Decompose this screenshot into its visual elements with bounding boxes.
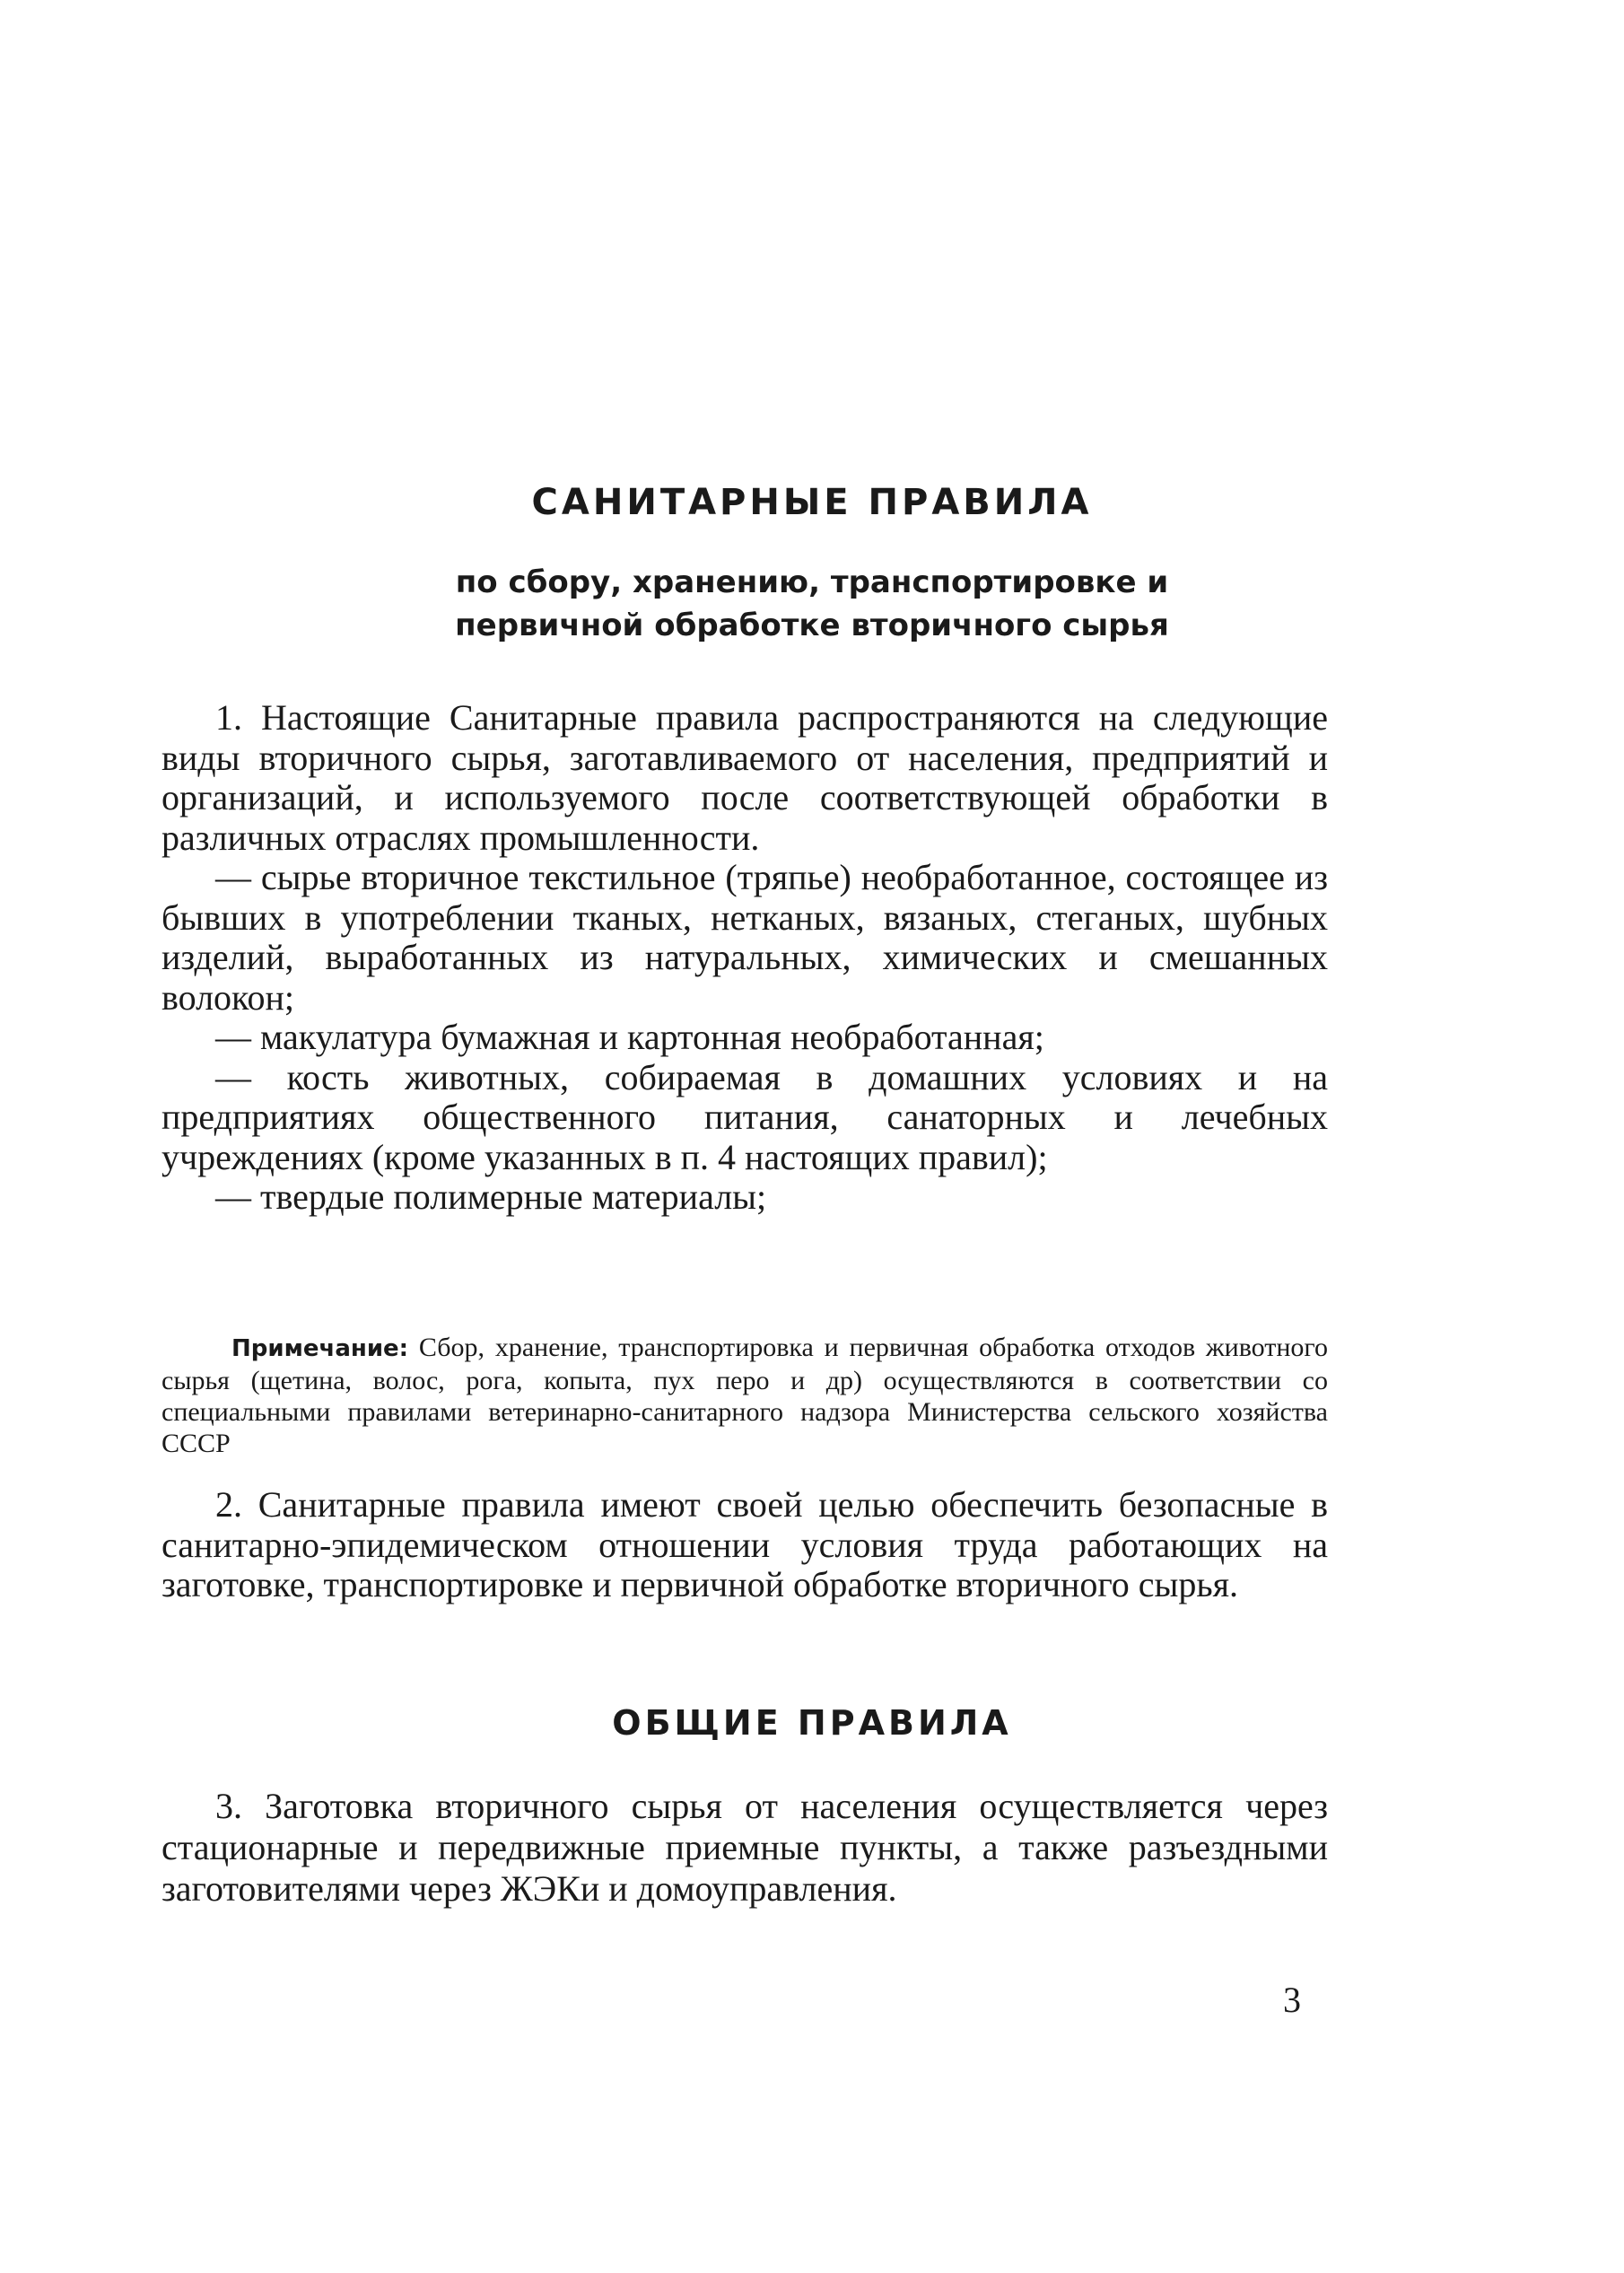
section-1-body [162, 698, 1328, 1218]
page-number: 3 [1283, 1980, 1301, 2020]
paragraph-2: 2. Санитарные правила имеют своей целью обеспечить безопасные в санитарно-эпидемическом отношении условия труда работающих на заготовке, транспортировке и первичной обработке вторичного сырья. [162, 1484, 1328, 1604]
note [162, 1332, 1328, 1459]
paragraph-1: 1. Настоящие Санитарные правила распространяются на следующие виды вторичного сырья, заготавливаемого от населения, предприятий и организаций, и используемого после соответствующей обработки в различных отраслях промышленности. [162, 697, 1328, 858]
document-subtitle [0, 561, 1624, 647]
note-text: Сбор, хранение, транспортировка и первичная обработка отходов животного сырья (щетина, волос, рога, копыта, пух перо и др) осуществляются в соответствии со специальными правилами ветеринарно-санитарного надзора Министерства сельского хозяйства СССР [162, 1333, 1328, 1458]
list-item-textile: — сырье вторичное текстильное (тряпье) необработанное, состоящее из бывших в употреблении тканых, нетканых, вязаных, стеганых, шубных изделий, выработанных из натуральных, химических и смешанных волокон; [162, 857, 1328, 1018]
list-item-polymer: — твердые полимерные материалы; [215, 1176, 767, 1217]
subtitle-line-1: по сбору, хранению, транспортировке и [455, 564, 1169, 600]
list-item-bone: — кость животных, собираемая в домашних условиях и на предприятиях общественного питания, санаторных и лечебных учреждениях (кроме указанных в п. 4 настоящих правил); [162, 1056, 1328, 1177]
section-title: ОБЩИЕ ПРАВИЛА [612, 1703, 1012, 1743]
subtitle-line-2: первичной обработке вторичного сырья [455, 608, 1169, 643]
note-label: Примечание: [231, 1335, 409, 1362]
document-title: САНИТАРНЫЕ ПРАВИЛА [531, 482, 1093, 523]
list-item-paper: — макулатура бумажная и картонная необработанная; [215, 1017, 1044, 1057]
paragraph-3: 3. Заготовка вторичного сырья от населения осуществляется через стационарные и передвижные приемные пункты, а также разъездными заготовителями через ЖЭКи и домоуправления. [162, 1786, 1328, 1909]
